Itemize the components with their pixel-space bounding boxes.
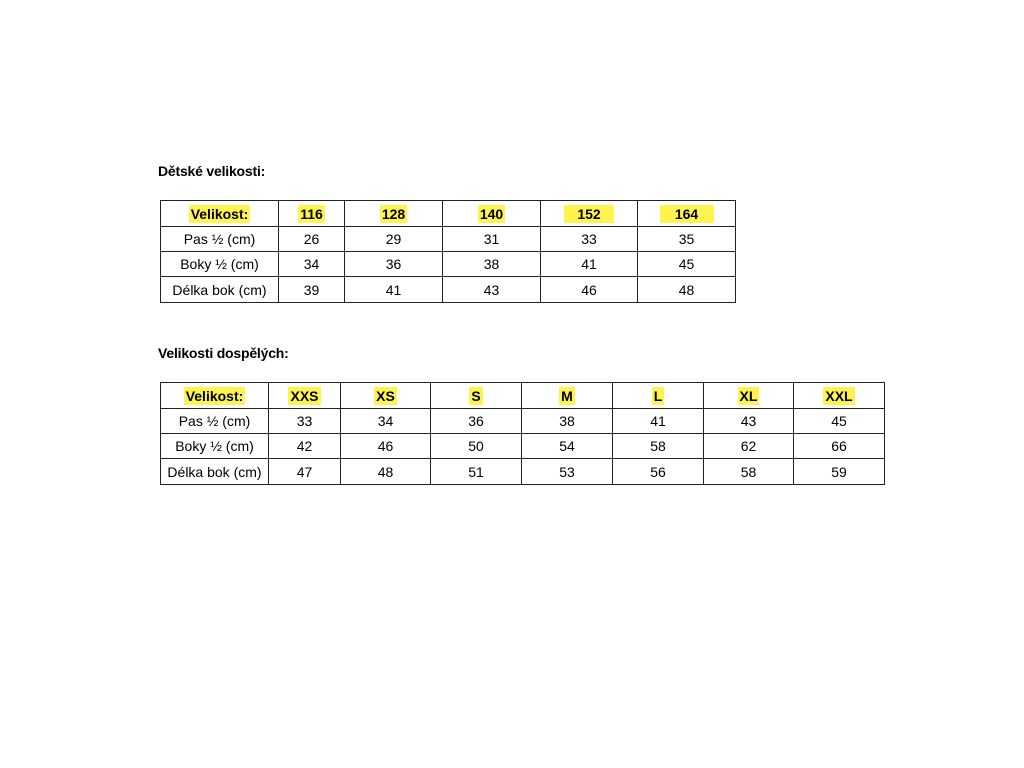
size-label: 116 (300, 205, 323, 222)
value-cell: 33 (541, 227, 638, 252)
value-cell: 34 (341, 409, 431, 434)
table-row (161, 409, 885, 434)
size-label: 164 (660, 205, 714, 223)
value-cell: 38 (522, 409, 613, 434)
value-cell: 36 (345, 252, 443, 277)
size-label: S (471, 387, 481, 404)
size-cell (541, 201, 638, 227)
size-cell (431, 383, 522, 409)
row-label: Boky ½ (cm) (161, 252, 279, 277)
value-cell: 58 (613, 434, 704, 459)
value-cell: 41 (613, 409, 704, 434)
value-cell: 33 (269, 409, 341, 434)
size-cell (345, 201, 443, 227)
row-label: Pas ½ (cm) (161, 227, 279, 252)
size-cell (613, 383, 704, 409)
kids-size-table (160, 200, 736, 303)
table-row (161, 277, 736, 303)
size-cell (341, 383, 431, 409)
value-cell: 53 (522, 459, 613, 485)
row-label: Délka bok (cm) (161, 459, 269, 485)
value-cell: 45 (638, 252, 736, 277)
value-cell: 38 (443, 252, 541, 277)
table-row (161, 227, 736, 252)
size-cell (279, 201, 345, 227)
value-cell: 43 (443, 277, 541, 303)
value-cell: 66 (794, 434, 885, 459)
value-cell: 46 (541, 277, 638, 303)
value-cell: 48 (638, 277, 736, 303)
table-header-row (161, 383, 885, 409)
value-cell: 41 (345, 277, 443, 303)
kids-sizes-title: Dětské velikosti: (158, 163, 266, 179)
value-cell: 41 (541, 252, 638, 277)
value-cell: 45 (794, 409, 885, 434)
header-label: Velikost: (185, 387, 244, 404)
adult-sizes-title: Velikosti dospělých: (158, 345, 289, 361)
table-row (161, 459, 885, 485)
value-cell: 36 (431, 409, 522, 434)
value-cell: 48 (341, 459, 431, 485)
table-header-row (161, 201, 736, 227)
size-label: 128 (381, 205, 406, 222)
value-cell: 46 (341, 434, 431, 459)
size-label: XXL (825, 387, 853, 404)
value-cell: 43 (704, 409, 794, 434)
row-label: Pas ½ (cm) (161, 409, 269, 434)
value-cell: 54 (522, 434, 613, 459)
value-cell: 56 (613, 459, 704, 485)
value-cell: 58 (704, 459, 794, 485)
value-cell: 50 (431, 434, 522, 459)
header-label-cell (161, 383, 269, 409)
size-label: XS (376, 387, 395, 404)
value-cell: 51 (431, 459, 522, 485)
size-label: M (561, 387, 573, 404)
value-cell: 59 (794, 459, 885, 485)
row-label: Délka bok (cm) (161, 277, 279, 303)
value-cell: 42 (269, 434, 341, 459)
size-cell (794, 383, 885, 409)
header-label-cell (161, 201, 279, 227)
header-label: Velikost: (190, 205, 249, 222)
value-cell: 47 (269, 459, 341, 485)
size-cell (443, 201, 541, 227)
size-cell (704, 383, 794, 409)
value-cell: 31 (443, 227, 541, 252)
size-cell (269, 383, 341, 409)
value-cell: 29 (345, 227, 443, 252)
size-cell (522, 383, 613, 409)
size-label: 152 (564, 205, 614, 223)
value-cell: 62 (704, 434, 794, 459)
adult-size-table (160, 382, 885, 485)
size-label: XXS (290, 387, 319, 404)
row-label: Boky ½ (cm) (161, 434, 269, 459)
value-cell: 35 (638, 227, 736, 252)
size-cell (638, 201, 736, 227)
size-label: L (653, 387, 663, 404)
value-cell: 39 (279, 277, 345, 303)
value-cell: 34 (279, 252, 345, 277)
table-row (161, 252, 736, 277)
size-label: 140 (479, 205, 504, 222)
table-row (161, 434, 885, 459)
size-label: XL (739, 387, 758, 404)
value-cell: 26 (279, 227, 345, 252)
